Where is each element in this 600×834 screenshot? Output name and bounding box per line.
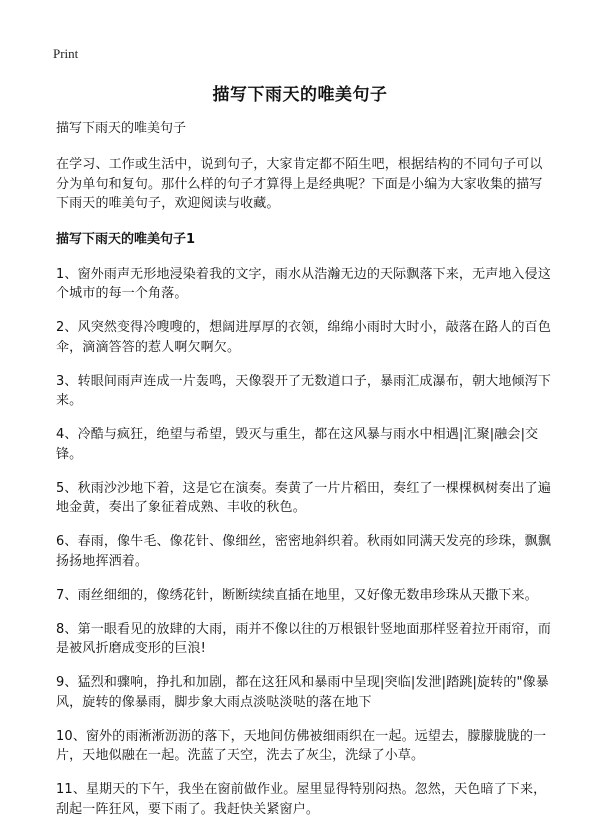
document-title: 描写下雨天的唯美句子 [212,85,388,105]
list-item: 4、冷酷与疯狂，绝望与希望，毁灭与重生，都在这风暴与雨水中相遇|汇聚|融会|交锋。 [56,427,539,462]
document-body [56,120,552,834]
section-heading: 描写下雨天的唯美句子1 [56,231,196,247]
list-item: 5、秋雨沙沙地下着，这是它在演奏。奏黄了一片片稻田，奏红了一棵棵枫树奏出了遍地金黄，奏出了象征着成熟、丰收的秋色。 [56,480,551,515]
sentence-list [56,265,552,820]
list-item: 8、第一眼看见的放肆的大雨，雨并不像以往的万根银针竖地面那样竖着拉开雨帘，而是被风折磨成变形的巨浪! [56,621,551,656]
list-item: 9、猛烈和骤响，挣扎和加剧，都在这狂风和暴雨中呈现|突临|发泄|踏跳|旋转的"像暴风，旋转的像暴雨，脚步象大雨点淡哒淡哒的落在地下 [56,675,549,710]
list-item: 11、星期天的下午，我坐在窗前做作业。屋里显得特别闷热。忽然，天色暗了下来，刮起一阵狂风，要下雨了。我赶快关紧窗户。 [56,782,547,817]
list-item: 3、转眼间雨声连成一片轰鸣，天像裂开了无数道口子，暴雨汇成瀑布，朝大地倾泻下来。 [56,373,551,408]
intro-paragraph: 在学习、工作或生活中，说到句子，大家肯定都不陌生吧，根据结构的不同句子可以分为单句和复句。那什么样的句子才算得上是经典呢？下面是小编为大家收集的描写下雨天的唯美句子，欢迎阅读与收藏。 [56,157,543,211]
list-item: 10、窗外的雨淅淅沥沥的落下，天地间仿佛被细雨织在一起。远望去，朦朦胧胧的一片，天地似融在一起。洗蓝了天空，洗去了灰尘，洗绿了小草。 [56,728,547,763]
list-item: 6、春雨，像牛毛、像花针、像细丝，密密地斜织着。秋雨如同满天发亮的珍珠，飘飘扬扬地挥洒着。 [56,534,551,569]
print-link[interactable]: Print [53,46,79,61]
document-subtitle: 描写下雨天的唯美句子 [56,121,187,136]
list-item: 1、窗外雨声无形地浸染着我的文字，雨水从浩瀚无边的天际飘落下来，无声地入侵这个城市的每一个角落。 [56,266,551,301]
list-item: 7、雨丝细细的，像绣花针，断断续续直插在地里，又好像无数串珍珠从天撒下来。 [56,587,538,603]
list-item: 2、风突然变得冷嗖嗖的，想阔进厚厚的衣领，绵绵小雨时大时小，敲落在路人的百色伞，滴滴答答的惹人啊欠啊欠。 [56,320,551,355]
